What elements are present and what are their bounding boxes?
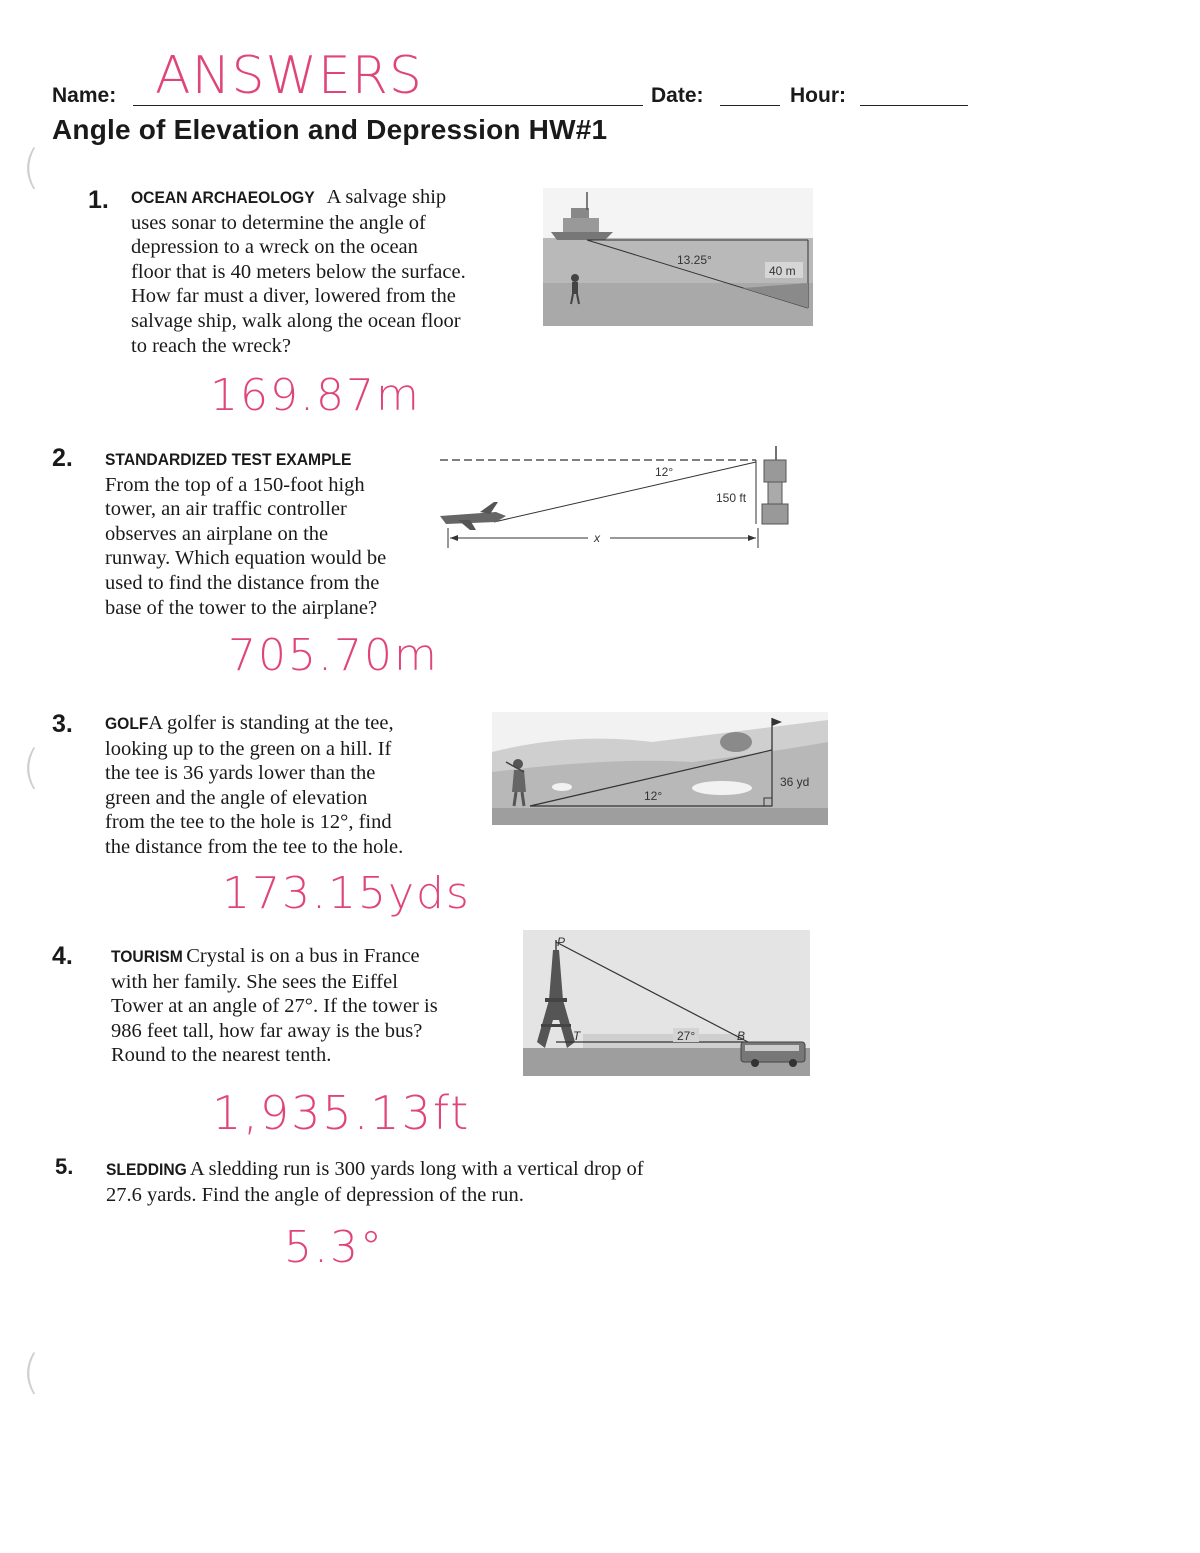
problem-topic: OCEAN ARCHAEOLOGY (131, 188, 315, 207)
tree-icon (720, 732, 752, 752)
text-line: runway. Which equation would be (105, 547, 387, 570)
control-tower-icon (762, 446, 788, 524)
text-line: looking up to the green on a hill. If (105, 737, 392, 760)
answer-3: 173.15yds (222, 868, 471, 919)
name-label: Name: (52, 84, 117, 107)
problem-topic: GOLF (105, 714, 149, 733)
text-line: the distance from the tee to the hole. (105, 835, 404, 858)
answer-2: 705.70m (228, 630, 439, 681)
binder-mark: ( (22, 740, 40, 794)
distance-label: x (594, 531, 600, 545)
text-line: A sledding run is 300 yards long with a vertical drop of (189, 1158, 644, 1180)
problem-3-text (105, 711, 485, 860)
ocean-figure (543, 188, 813, 326)
problem-number: 2. (52, 444, 73, 472)
arrowhead (450, 535, 458, 541)
text-line: floor that is 40 meters below the surface. (131, 260, 466, 283)
text-line: to reach the wreck? (131, 334, 291, 357)
fairway (492, 808, 828, 825)
problem-topic: TOURISM (111, 947, 183, 966)
airplane-icon (440, 502, 506, 530)
height-label: 150 ft (716, 491, 747, 505)
answer-1: 169.87m (210, 370, 421, 421)
problem-number: 3. (52, 710, 73, 738)
binder-mark: ( (22, 1345, 40, 1399)
date-label: Date: (651, 84, 704, 107)
problem-topic: STANDARDIZED TEST EXAMPLE (105, 450, 352, 469)
text-line: salvage ship, walk along the ocean floor (131, 309, 461, 332)
tower-figure (436, 442, 790, 554)
hour-label: Hour: (790, 84, 846, 107)
angle-label: 27° (677, 1029, 696, 1043)
text-line: green and the angle of elevation (105, 786, 368, 809)
text-line: tower, an air traffic controller (105, 498, 347, 521)
text-line: How far must a diver, lowered from the (131, 285, 456, 308)
problem-number: 1. (88, 186, 109, 214)
problem-number: 4. (52, 942, 73, 970)
eiffel-figure (523, 930, 810, 1076)
text-line: base of the tower to the airplane? (105, 596, 378, 619)
date-line[interactable] (720, 105, 780, 106)
text-line: from the tee to the hole is 12°, find (105, 811, 392, 834)
binder-mark: ( (22, 140, 40, 194)
text-line: Round to the nearest tenth. (111, 1044, 332, 1067)
text-line: with her family. She sees the Eiffel (111, 970, 398, 993)
text-line: From the top of a 150-foot high (105, 473, 365, 496)
city-skyline (583, 1034, 743, 1048)
problem-topic: SLEDDING (106, 1160, 187, 1179)
problem-2-text (105, 447, 435, 620)
page-title: Angle of Elevation and Depression HW#1 (52, 114, 608, 145)
angle-label: 12° (655, 465, 674, 479)
hour-line[interactable] (860, 105, 968, 106)
problem-1-text (131, 185, 531, 358)
problem-5-text (106, 1157, 826, 1207)
depth-label: 40 m (769, 264, 796, 278)
text-line: 27.6 yards. Find the angle of depression of the run. (106, 1183, 524, 1206)
text-line: observes an airplane on the (105, 522, 329, 545)
text-line: the tee is 36 yards lower than the (105, 762, 376, 785)
text-line: used to find the distance from the (105, 571, 380, 594)
answer-5: 5.3° (284, 1222, 384, 1273)
golf-figure (492, 712, 828, 825)
bunker (692, 781, 752, 795)
text-line: A salvage ship (326, 186, 447, 208)
arrowhead (748, 535, 756, 541)
bus-point-label: B (737, 1029, 746, 1043)
text-line: depression to a wreck on the ocean (131, 236, 418, 259)
name-value: ANSWERS (155, 46, 423, 106)
text-line: Crystal is on a bus in France (186, 945, 420, 967)
problem-number: 5. (55, 1154, 74, 1179)
angle-label: 13.25° (677, 253, 712, 267)
answer-4: 1,935.13ft (212, 1086, 471, 1140)
text-line: uses sonar to determine the angle of (131, 211, 426, 234)
bunker (552, 783, 572, 791)
text-line: 986 feet tall, how far away is the bus? (111, 1019, 423, 1042)
top-point-label: P (557, 935, 566, 949)
text-line: A golfer is standing at the tee, (148, 712, 394, 734)
base-point-label: T (573, 1029, 581, 1043)
angle-label: 12° (644, 789, 663, 803)
text-line: Tower at an angle of 27°. If the tower is (111, 995, 438, 1018)
height-label: 36 yd (780, 775, 810, 789)
problem-4-text (111, 944, 501, 1068)
